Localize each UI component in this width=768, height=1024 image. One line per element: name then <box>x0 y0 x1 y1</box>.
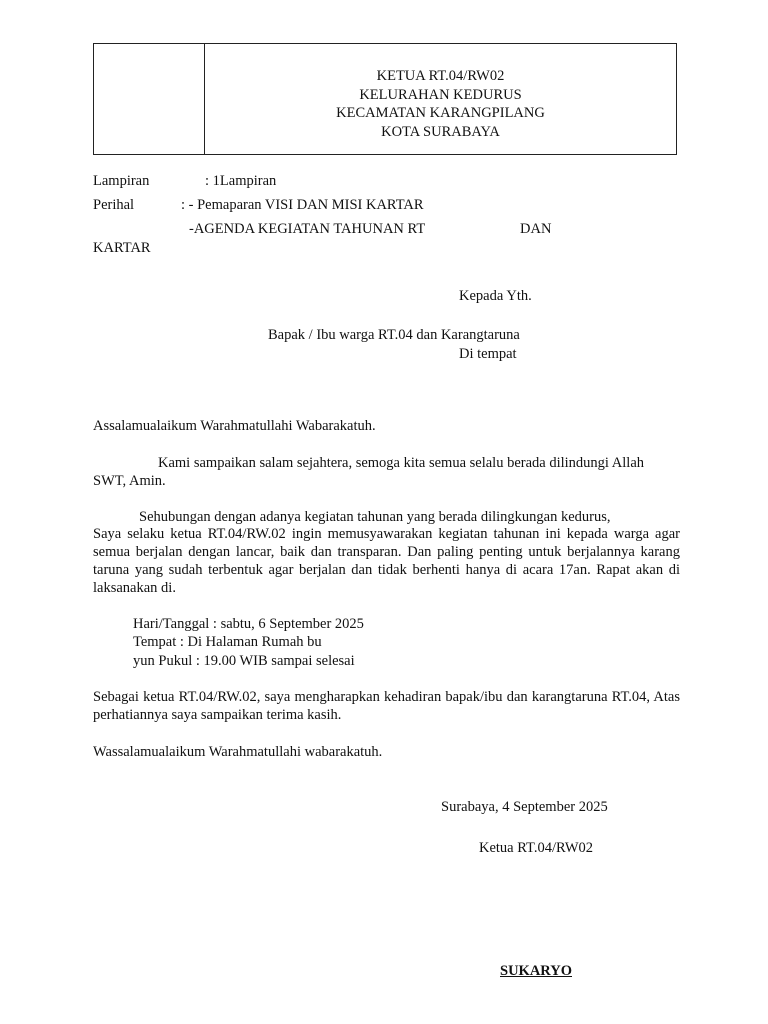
perihal-value-2-tail: DAN <box>520 221 552 237</box>
kepada-yth: Kepada Yth. <box>459 288 532 304</box>
recipient-place: Di tempat <box>459 346 517 362</box>
lampiran-value: : 1Lampiran <box>205 173 277 189</box>
signature-place-date: Surabaya, 4 September 2025 <box>441 799 608 815</box>
farewell: Wassalamualaikum Warahmatullahi wabarakatuh. <box>93 744 383 760</box>
paragraph-1-line-1: Kami sampaikan salam sejahtera, semoga kita semua selalu berada dilindungi Allah <box>158 455 645 471</box>
event-date: Hari/Tanggal : sabtu, 6 September 2025 <box>133 616 364 632</box>
lampiran-label: Lampiran <box>93 173 150 189</box>
closing-paragraph: Sebagai ketua RT.04/RW.02, saya mengharapkan kehadiran bapak/ibu dan karangtaruna RT.04, Atas perhatiannya saya sampaikan terima kasih. <box>93 689 680 723</box>
letterhead-line-1: KETUA RT.04/RW02 <box>376 68 505 84</box>
greeting: Assalamualaikum Warahmatullahi Wabarakatuh. <box>93 418 376 434</box>
signature-title: Ketua RT.04/RW02 <box>479 840 594 856</box>
letterhead-line-4: KOTA SURABAYA <box>381 123 500 140</box>
paragraph-2-line-1: Sehubungan dengan adanya kegiatan tahunan yang berada dilingkungan kedurus, <box>139 509 611 525</box>
perihal-value-3: KARTAR <box>93 240 151 256</box>
perihal-value-1: : - Pemaparan VISI DAN MISI KARTAR <box>181 197 424 213</box>
paragraph-1-line-2: SWT, Amin. <box>93 473 166 489</box>
signature-name: SUKARYO <box>500 963 572 979</box>
recipient-line: Bapak / Ibu warga RT.04 dan Karangtaruna <box>268 327 520 343</box>
paragraph-2-body: Saya selaku ketua RT.04/RW.02 ingin memusyawarakan kegiatan tahunan ini kepada warga agar semua berjalan dengan lancar, baik dan transparan. Dan paling penting untuk berjalannya karang taruna yang sudah terbentuk agar berjalan dan tidak berhenti hanya di acara 17an. Rapat akan di laksanakan di. <box>93 526 680 596</box>
letterhead-line-2: KELURAHAN KEDURUS <box>359 86 522 103</box>
letterhead-box <box>93 43 677 155</box>
perihal-value-2: -AGENDA KEGIATAN TAHUNAN RT <box>189 221 426 237</box>
event-time: yun Pukul : 19.00 WIB sampai selesai <box>133 653 355 669</box>
event-place: Tempat : Di Halaman Rumah bu <box>133 634 322 650</box>
letterhead-text <box>205 67 676 141</box>
perihal-label: Perihal <box>93 197 135 213</box>
letterhead-line-3: KECAMATAN KARANGPILANG <box>336 105 545 121</box>
